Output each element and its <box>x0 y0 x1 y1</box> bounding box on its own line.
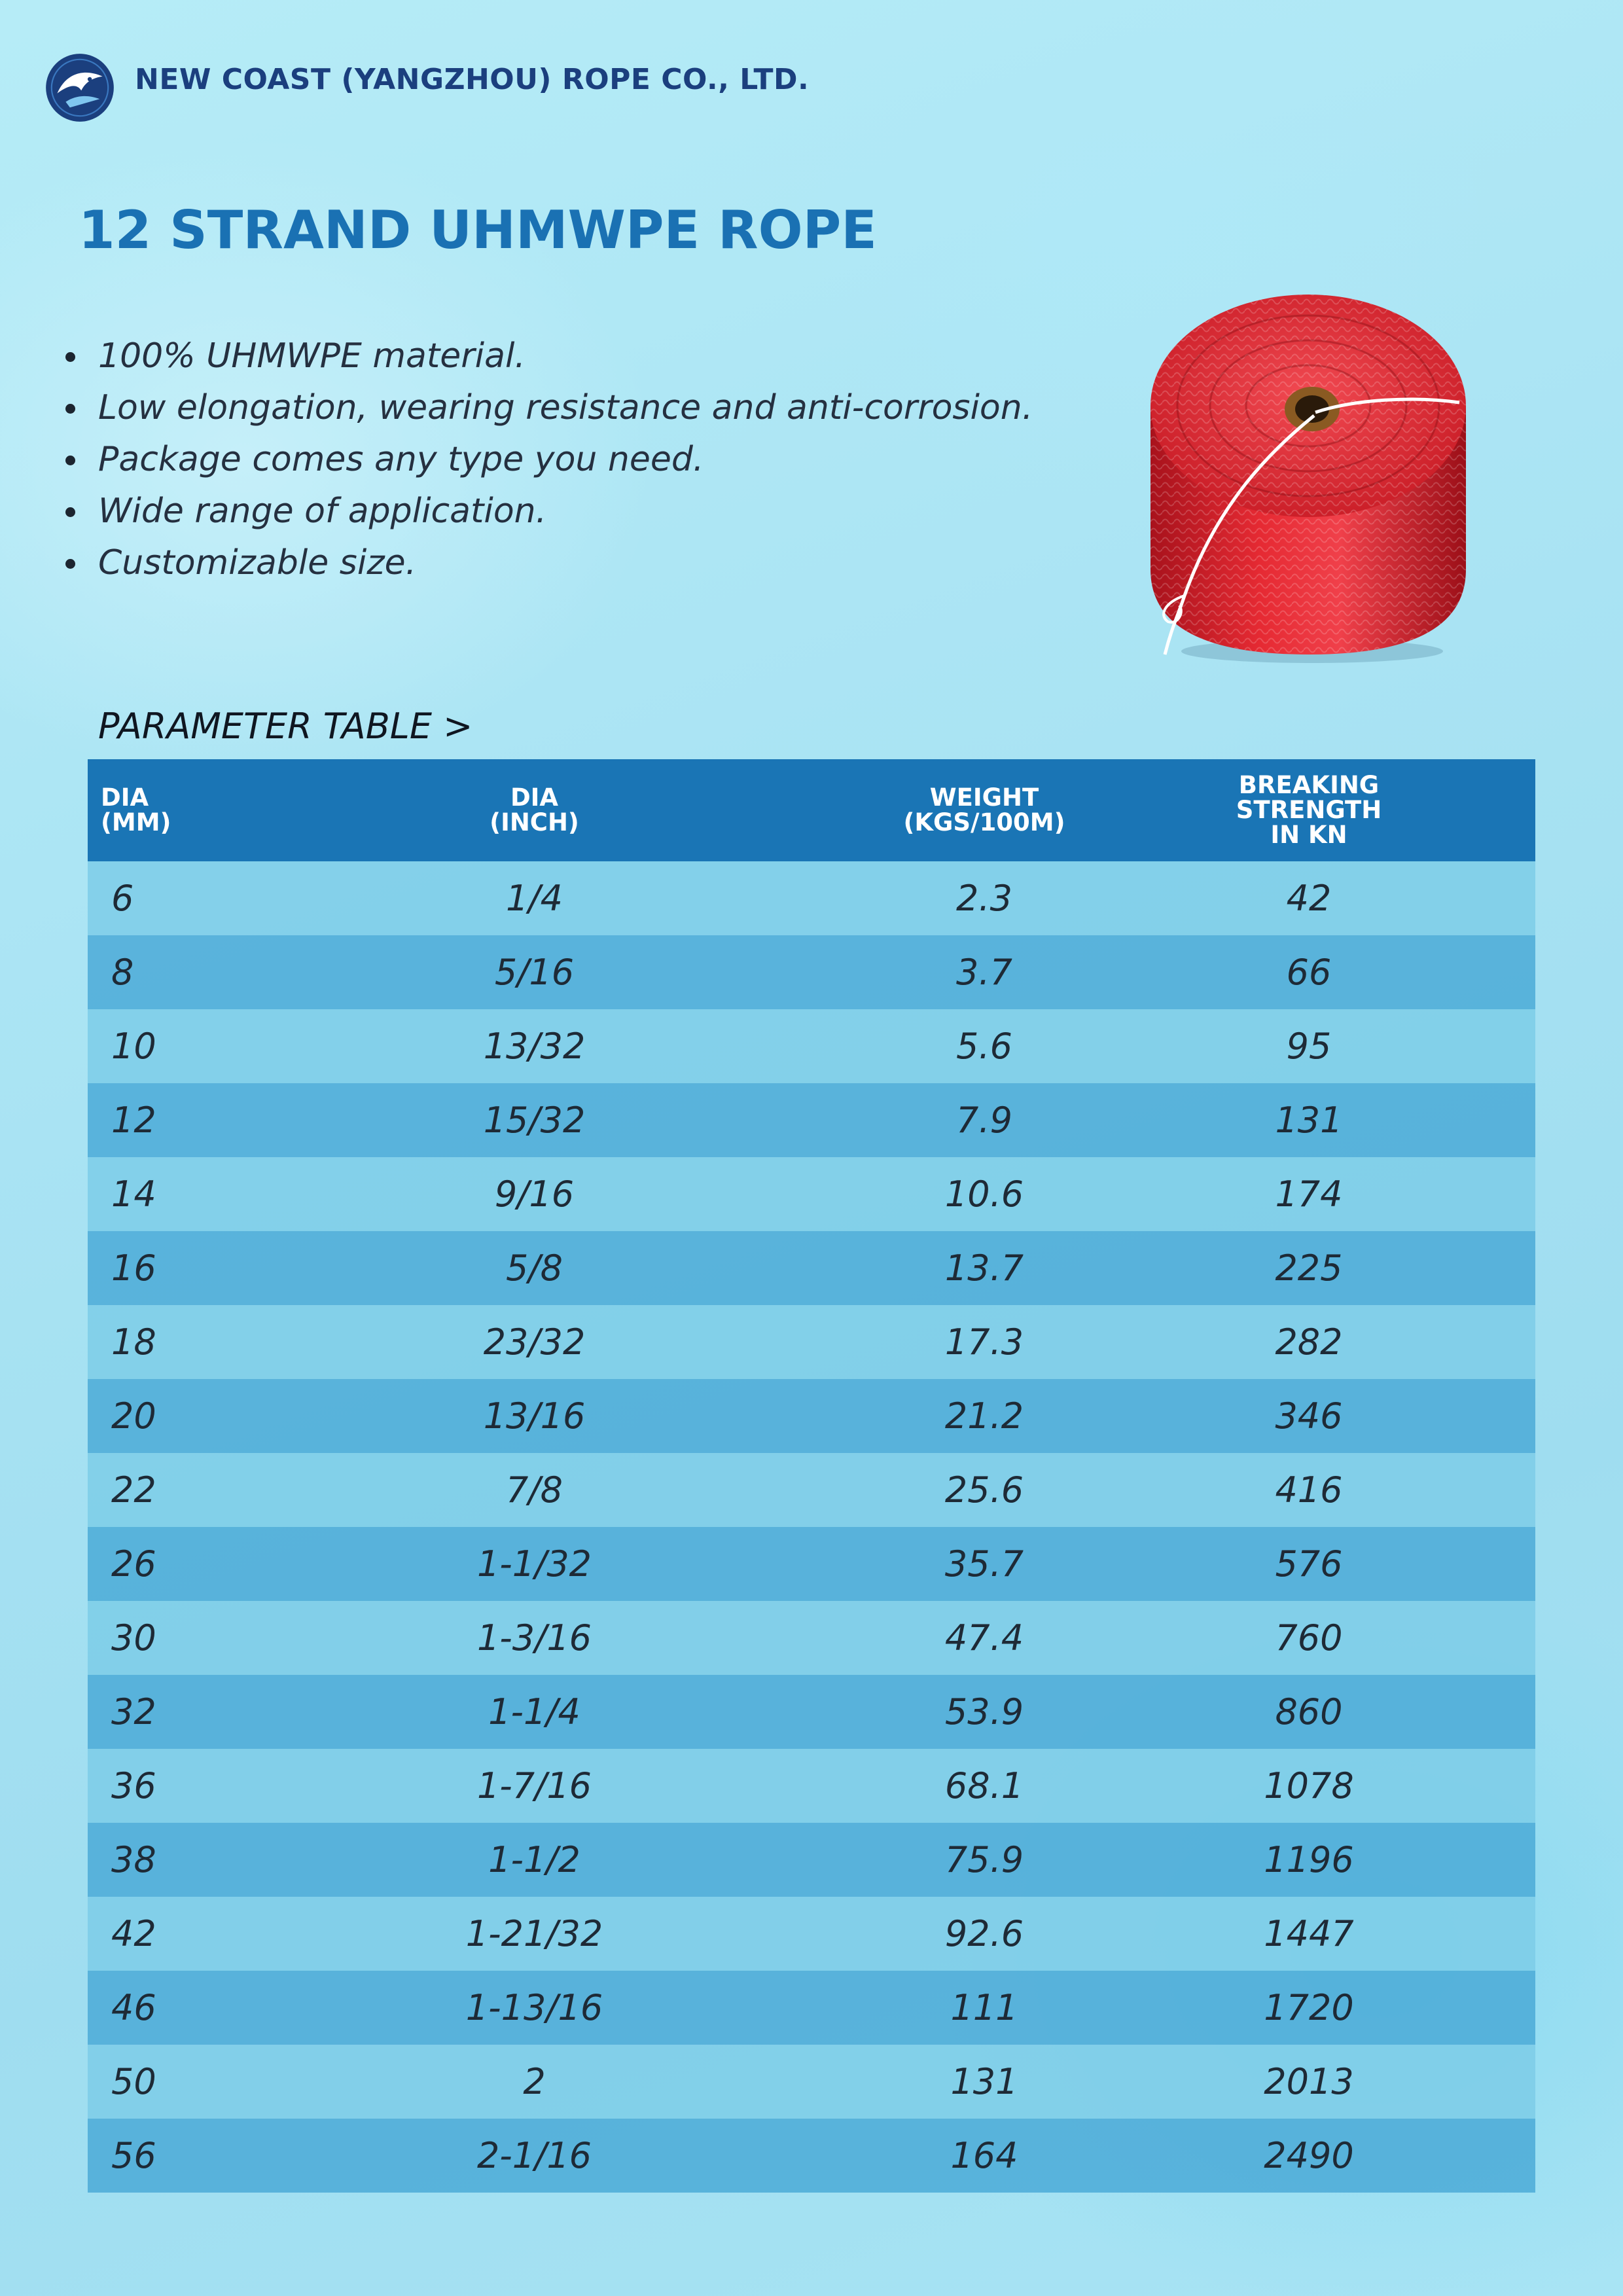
table-cell: 46 <box>88 1971 183 2045</box>
feature-item <box>65 537 1033 589</box>
column-header-line: STRENGTH <box>1236 796 1382 824</box>
table-cell: 3.7 <box>886 935 1082 1009</box>
table-cell: 23/32 <box>183 1305 886 1379</box>
table-header-row <box>88 759 1535 861</box>
table-cell: 2490 <box>1082 2119 1535 2193</box>
feature-list <box>65 331 1033 589</box>
table-row <box>88 935 1535 1009</box>
table-row <box>88 2119 1535 2193</box>
bullet-icon <box>65 352 75 362</box>
table-cell: 5/8 <box>183 1231 886 1305</box>
company-name: NEW COAST (YANGZHOU) ROPE CO., LTD. <box>135 63 810 96</box>
table-cell: 15/32 <box>183 1083 886 1157</box>
table-cell: 131 <box>886 2045 1082 2119</box>
table-cell: 50 <box>88 2045 183 2119</box>
table-row <box>88 2045 1535 2119</box>
table-cell: 26 <box>88 1527 183 1601</box>
table-cell: 7.9 <box>886 1083 1082 1157</box>
table-cell: 42 <box>88 1897 183 1971</box>
table-cell: 32 <box>88 1675 183 1749</box>
parameter-table <box>88 759 1535 2193</box>
table-row <box>88 1009 1535 1083</box>
table-cell: 22 <box>88 1453 183 1527</box>
table-cell: 1078 <box>1082 1749 1535 1823</box>
table-row <box>88 1601 1535 1675</box>
table-row <box>88 1157 1535 1231</box>
column-header-line: BREAKING <box>1238 771 1380 799</box>
feature-item <box>65 434 1033 486</box>
table-cell: 75.9 <box>886 1823 1082 1897</box>
table-cell: 42 <box>1082 861 1535 935</box>
table-cell: 53.9 <box>886 1675 1082 1749</box>
table-cell: 5/16 <box>183 935 886 1009</box>
feature-text: 100% UHMWPE material. <box>98 336 526 376</box>
table-cell: 35.7 <box>886 1527 1082 1601</box>
table-cell: 16 <box>88 1231 183 1305</box>
table-cell: 7/8 <box>183 1453 886 1527</box>
table-row <box>88 1749 1535 1823</box>
feature-item <box>65 382 1033 434</box>
feature-text: Customizable size. <box>98 543 417 583</box>
table-cell: 95 <box>1082 1009 1535 1083</box>
table-cell: 92.6 <box>886 1897 1082 1971</box>
table-cell: 17.3 <box>886 1305 1082 1379</box>
table-cell: 36 <box>88 1749 183 1823</box>
table-cell: 225 <box>1082 1231 1535 1305</box>
table-cell: 9/16 <box>183 1157 886 1231</box>
parameter-table-title: PARAMETER TABLE > <box>98 706 473 747</box>
table-cell: 860 <box>1082 1675 1535 1749</box>
column-header-line: (INCH) <box>490 808 579 836</box>
column-header-line: (MM) <box>101 808 171 836</box>
table-cell: 10 <box>88 1009 183 1083</box>
table-row <box>88 1305 1535 1379</box>
column-header-line: WEIGHT <box>929 783 1039 812</box>
bullet-icon <box>65 404 75 414</box>
column-header <box>183 759 886 861</box>
feature-item <box>65 331 1033 382</box>
bird-emblem-icon <box>45 52 115 123</box>
table-row <box>88 1675 1535 1749</box>
table-cell: 12 <box>88 1083 183 1157</box>
column-header-line: IN KN <box>1270 821 1347 849</box>
table-cell: 174 <box>1082 1157 1535 1231</box>
table-cell: 2 <box>183 2045 886 2119</box>
table-cell: 1-7/16 <box>183 1749 886 1823</box>
table-cell: 576 <box>1082 1527 1535 1601</box>
bullet-icon <box>65 559 75 569</box>
table-cell: 25.6 <box>886 1453 1082 1527</box>
table-cell: 282 <box>1082 1305 1535 1379</box>
table-cell: 1-21/32 <box>183 1897 886 1971</box>
table-cell: 68.1 <box>886 1749 1082 1823</box>
table-cell: 14 <box>88 1157 183 1231</box>
table-row <box>88 1453 1535 1527</box>
column-header <box>1082 759 1535 861</box>
table-cell: 1447 <box>1082 1897 1535 1971</box>
feature-text: Low elongation, wearing resistance and anti-corrosion. <box>98 388 1033 427</box>
bullet-icon <box>65 456 75 465</box>
table-cell: 56 <box>88 2119 183 2193</box>
table-cell: 6 <box>88 861 183 935</box>
table-row <box>88 861 1535 935</box>
column-header-line: DIA <box>101 783 149 812</box>
table-cell: 21.2 <box>886 1379 1082 1453</box>
table-cell: 416 <box>1082 1453 1535 1527</box>
table-cell: 38 <box>88 1823 183 1897</box>
table-cell: 8 <box>88 935 183 1009</box>
rope-coil-image <box>1139 288 1479 668</box>
table-cell: 2-1/16 <box>183 2119 886 2193</box>
table-cell: 1-1/32 <box>183 1527 886 1601</box>
table-cell: 5.6 <box>886 1009 1082 1083</box>
feature-item <box>65 486 1033 537</box>
page-title: 12 STRAND UHMWPE ROPE <box>79 200 877 260</box>
table-cell: 13.7 <box>886 1231 1082 1305</box>
column-header <box>886 759 1082 861</box>
table-cell: 1-1/2 <box>183 1823 886 1897</box>
table-cell: 30 <box>88 1601 183 1675</box>
feature-text: Package comes any type you need. <box>98 440 704 479</box>
table-cell: 111 <box>886 1971 1082 2045</box>
bullet-icon <box>65 507 75 517</box>
table-cell: 1-13/16 <box>183 1971 886 2045</box>
table-cell: 47.4 <box>886 1601 1082 1675</box>
table-cell: 131 <box>1082 1083 1535 1157</box>
table-cell: 1-1/4 <box>183 1675 886 1749</box>
table-cell: 13/16 <box>183 1379 886 1453</box>
table-cell: 346 <box>1082 1379 1535 1453</box>
table-cell: 2013 <box>1082 2045 1535 2119</box>
table-row <box>88 1083 1535 1157</box>
table-cell: 20 <box>88 1379 183 1453</box>
table-cell: 1-3/16 <box>183 1601 886 1675</box>
column-header-line: DIA <box>510 783 559 812</box>
table-row <box>88 1527 1535 1601</box>
table-cell: 2.3 <box>886 861 1082 935</box>
column-header-line: (KGS/100M) <box>903 808 1065 836</box>
table-cell: 66 <box>1082 935 1535 1009</box>
table-cell: 164 <box>886 2119 1082 2193</box>
column-header <box>88 759 183 861</box>
table-cell: 10.6 <box>886 1157 1082 1231</box>
table-cell: 18 <box>88 1305 183 1379</box>
table-cell: 1196 <box>1082 1823 1535 1897</box>
table-cell: 13/32 <box>183 1009 886 1083</box>
table-cell: 1/4 <box>183 861 886 935</box>
table-row <box>88 1971 1535 2045</box>
table-cell: 1720 <box>1082 1971 1535 2045</box>
feature-text: Wide range of application. <box>98 492 547 531</box>
table-row <box>88 1823 1535 1897</box>
table-cell: 760 <box>1082 1601 1535 1675</box>
table-row <box>88 1897 1535 1971</box>
table-row <box>88 1231 1535 1305</box>
table-row <box>88 1379 1535 1453</box>
